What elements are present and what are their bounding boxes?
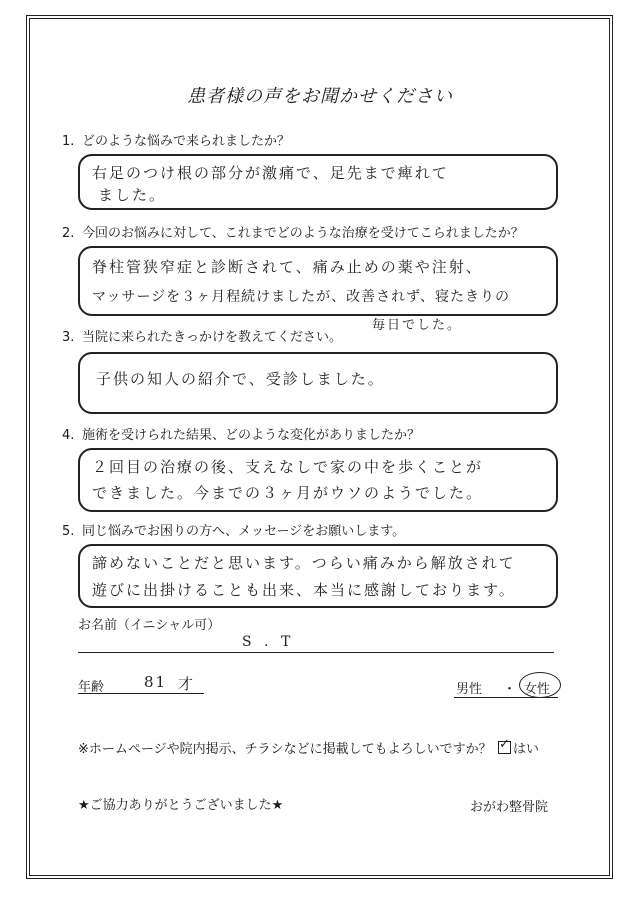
question-5 [62,520,405,539]
question-text: 今回のお悩みに対して、これまでどのような治療を受けてこられましたか？ [82,226,524,241]
question-number: 4. [62,428,75,443]
answer-1-line-2: ました。 [98,186,167,204]
question-number: 5. [62,524,75,539]
answer-5-line-2: 遊びに出掛けることも出来、本当に感謝しております。 [92,581,516,599]
name-label: お名前（イニシャル可） [78,618,221,633]
consent-answer [498,738,539,757]
question-text: 当院に来られたきっかけを教えてください。 [82,330,343,345]
age-unit: 才 [178,675,196,693]
answer-2-line-2: マッサージを３ヶ月程続けましたが、改善されず、寝たきりの [92,289,511,305]
question-text: 同じ悩みでお困りの方へ、メッセージをお願いします。 [82,524,406,539]
name-underline [78,652,554,653]
question-4 [62,424,420,443]
age-value: 81 [144,673,168,691]
gender-selected-circle [519,672,561,698]
answer-5-line-1: 諦めないことだと思います。つらい痛みから解放されて [92,554,516,572]
gender-male: 男性 [456,682,483,697]
form-title: 患者様の声をお聞かせください [187,86,453,107]
question-3 [62,326,342,345]
gender-separator: ・ [503,682,517,697]
question-1 [62,130,290,149]
answer-4-line-1: ２回目の治療の後、支えなしで家の中を歩くことが [92,458,484,476]
answer-2-line-3: 毎日でした。 [372,318,463,333]
age-label: 年齢 [78,680,105,695]
gender-female: 女性 [524,682,551,697]
question-number: 2. [62,226,75,241]
name-value: S . T [242,634,295,650]
question-2 [62,222,524,241]
question-number: 3. [62,330,75,345]
consent-question: ※ホームページや院内掲示、チラシなどに掲載してもよろしいですか？ [78,742,492,757]
answer-3-line-1: 子供の知人の紹介で、受診しました。 [96,370,385,388]
answer-1-line-1: 右足のつけ根の部分が激痛で、足先まで痺れて [92,164,449,182]
consent-answer-label: はい [513,742,540,757]
age-underline [78,693,204,694]
answer-2-line-1: 脊柱管狭窄症と診断されて、痛み止めの薬や注射、 [92,258,483,276]
question-number: 1. [62,134,75,149]
question-text: どのような悩みで来られましたか？ [82,134,291,149]
thanks-message: ★ご協力ありがとうございました★ [78,798,284,813]
checkbox-checked-icon [498,741,511,754]
question-text: 施術を受けられた結果、どのような変化がありましたか？ [82,428,421,443]
gender-underline [454,697,558,698]
clinic-name: おがわ整骨院 [470,800,549,815]
answer-4-line-2: できました。今までの３ヶ月がウソのようでした。 [92,484,484,502]
